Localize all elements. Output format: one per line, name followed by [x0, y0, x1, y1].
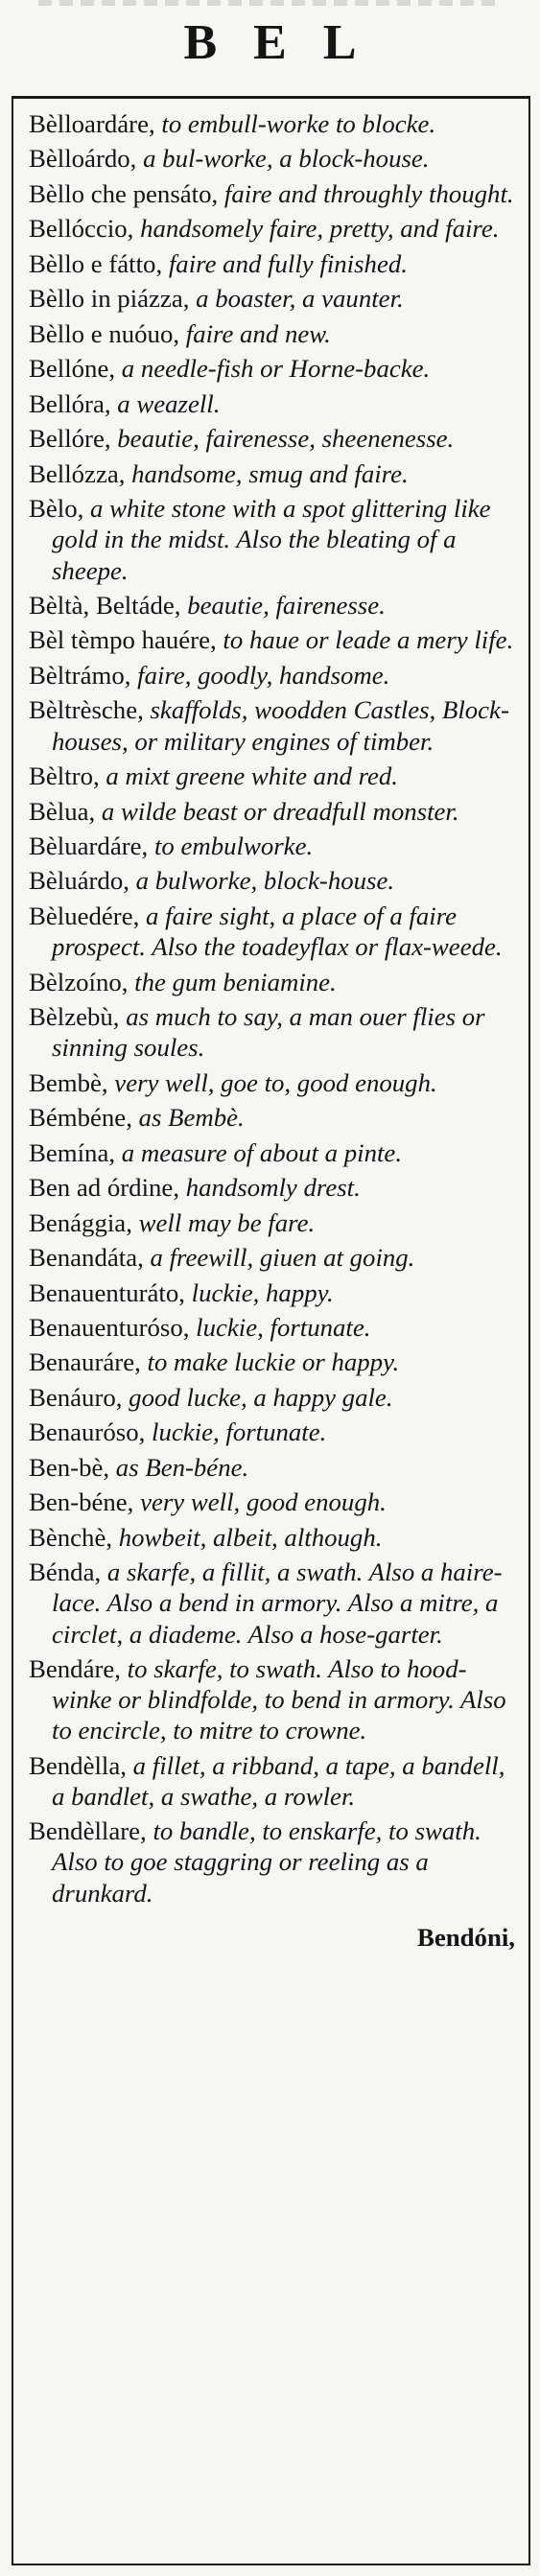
entry-definition: very well, good enough. — [133, 1487, 387, 1517]
dictionary-entry — [29, 1522, 515, 1553]
dictionary-entry — [29, 1417, 515, 1447]
entry-headword: Bendèllare, — [29, 1816, 147, 1846]
entry-headword: Benauróso, — [29, 1417, 146, 1447]
dictionary-entry — [29, 1653, 515, 1745]
dictionary-entry — [29, 1067, 515, 1098]
dictionary-entry — [29, 967, 515, 997]
entry-definition: as much to say, a man ouer flies or sinning soules. — [52, 1002, 485, 1063]
entry-definition: a faire sight, a place of a faire prospect. Also the toadeyflax or flax-weede. — [52, 901, 503, 962]
entry-headword: Bémbéne, — [29, 1103, 132, 1133]
entry-definition: a mixt greene white and red. — [99, 761, 399, 791]
entry-definition: as Ben-béne. — [109, 1452, 249, 1482]
entry-headword: Bèlloárdo, — [29, 144, 137, 174]
dictionary-entry — [29, 1001, 515, 1063]
dictionary-entry — [29, 865, 515, 896]
dictionary-entry — [29, 388, 515, 419]
dictionary-entry — [29, 1347, 515, 1377]
entry-headword: Bèllo e nuóuo, — [29, 318, 180, 348]
entry-definition: very well, goe to, good enough. — [107, 1067, 437, 1097]
entry-definition: to haue or leade a mery life. — [216, 625, 514, 655]
entry-headword: Bénda, — [29, 1557, 102, 1587]
dictionary-entry — [29, 283, 515, 314]
entry-headword: Ben ad órdine, — [29, 1173, 180, 1203]
entry-definition: the gum beniamine. — [128, 967, 337, 996]
dictionary-entry — [29, 1382, 515, 1413]
dictionary-entry — [29, 590, 515, 621]
entry-headword: Bèlua, — [29, 796, 96, 826]
dictionary-entry — [29, 761, 515, 791]
entry-definition: good lucke, a happy gale. — [122, 1382, 393, 1412]
entry-headword: Bèllo che pensáto, — [29, 178, 219, 208]
entry-definition: a wilde beast or dreadfull monster. — [95, 796, 459, 826]
page-title: BEL — [183, 15, 393, 70]
entry-definition: luckie, fortunate. — [145, 1417, 327, 1447]
entry-definition: a needle-fish or Horne-backe. — [115, 354, 431, 384]
dictionary-entry — [29, 831, 515, 861]
entry-headword: Bèltrámo, — [29, 660, 131, 690]
entry-definition: faire and throughly thought. — [218, 178, 514, 208]
entry-definition: howbeit, albeit, although. — [112, 1522, 383, 1552]
dictionary-entry — [29, 458, 515, 489]
entry-definition: a boaster, a vaunter. — [189, 284, 404, 314]
entry-list — [29, 108, 515, 1909]
entry-headword: Bèltà, Beltáde, — [29, 591, 181, 620]
entry-definition: to bandle, to enskarfe, to swath. Also to goe staggring or reeling as a drunkard. — [52, 1816, 481, 1908]
dictionary-entry — [29, 143, 515, 174]
entry-headword: Bèltrèsche, — [29, 695, 144, 725]
entry-definition: a skarfe, a fillit, a swath. Also a haire-lace. Also a bend in armory. Also a mitre, a circlet, a diademe. Also a hose-garter. — [52, 1557, 503, 1649]
entry-definition: faire and new. — [179, 318, 331, 348]
dictionary-entry — [29, 1312, 515, 1343]
entry-headword: Bellóra, — [29, 388, 111, 418]
dictionary-entry — [29, 901, 515, 962]
dictionary-entry — [29, 694, 515, 756]
entry-definition: as Bembè. — [131, 1103, 245, 1133]
entry-headword: Bèllo in piázza, — [29, 284, 190, 314]
entry-headword: Benággia, — [29, 1207, 132, 1237]
dictionary-entry — [29, 423, 515, 454]
entry-definition: a bul-worke, a block-house. — [136, 144, 430, 174]
dictionary-entry — [29, 493, 515, 585]
entry-definition: a freewill, giuen at going. — [143, 1243, 415, 1273]
entry-headword: Bellóccio, — [29, 214, 134, 244]
page-header — [0, 4, 540, 88]
entry-headword: Bendáre, — [29, 1654, 121, 1684]
dictionary-entry — [29, 1242, 515, 1273]
entry-definition: to embulworke. — [148, 831, 314, 860]
entry-definition: handsome, smug and faire. — [125, 458, 409, 488]
dictionary-entry — [29, 1102, 515, 1133]
entry-headword: Bendèlla, — [29, 1750, 127, 1780]
dictionary-entry — [29, 213, 515, 244]
entry-definition: a measure of about a pinte. — [115, 1137, 403, 1167]
entry-headword: Bèltro, — [29, 761, 100, 791]
dictionary-entry — [29, 1487, 515, 1517]
entry-headword: Benauenturáto, — [29, 1277, 185, 1307]
dictionary-entry — [29, 1557, 515, 1649]
entry-headword: Benandáta, — [29, 1243, 144, 1273]
dictionary-entry — [29, 1207, 515, 1238]
dictionary-entry — [29, 1750, 515, 1812]
entry-definition: well may be fare. — [131, 1207, 316, 1237]
dictionary-entry — [29, 796, 515, 827]
entry-headword: Bèlo, — [29, 494, 84, 524]
dictionary-entry — [29, 1452, 515, 1483]
entry-headword: Bembè, — [29, 1067, 108, 1097]
entry-definition: a bulworke, block-house. — [129, 866, 395, 896]
dictionary-entry — [29, 178, 515, 209]
dictionary-entry — [29, 353, 515, 384]
dictionary-entry — [29, 1137, 515, 1168]
entry-headword: Bemína, — [29, 1137, 116, 1167]
entry-definition: to embull-worke to blocke. — [154, 109, 436, 138]
entry-headword: Bèllo e fátto, — [29, 248, 163, 278]
dictionary-entry — [29, 660, 515, 691]
entry-definition: a white stone with a spot glittering like gold in the midst. Also the bleating of a sheepe. — [52, 494, 491, 585]
entry-headword: Bèluedére, — [29, 901, 140, 930]
dictionary-column — [12, 96, 530, 2565]
entry-definition: beautie, fairenesse, sheenenesse. — [110, 424, 455, 454]
entry-headword: Bellóre, — [29, 424, 111, 454]
dictionary-entry — [29, 1815, 515, 1908]
entry-headword: Bèl tèmpo hauére, — [29, 625, 217, 655]
entry-definition: beautie, fairenesse. — [180, 591, 386, 620]
dictionary-entry — [29, 108, 515, 139]
entry-definition: a weazell. — [110, 388, 221, 418]
dictionary-entry — [29, 248, 515, 279]
entry-definition: faire, goodly, handsome. — [130, 660, 390, 690]
entry-headword: Bèlzebù, — [29, 1002, 120, 1032]
entry-definition: handsomely faire, pretty, and faire. — [133, 214, 500, 244]
entry-headword: Bèlloardáre, — [29, 109, 155, 138]
dictionary-entry — [29, 1277, 515, 1308]
entry-definition: handsomly drest. — [179, 1173, 361, 1203]
entry-headword: Benauenturóso, — [29, 1313, 190, 1342]
entry-headword: Benáuro, — [29, 1382, 123, 1412]
dictionary-entry — [29, 624, 515, 655]
entry-definition: faire and fully finished. — [162, 248, 408, 278]
entry-definition: luckie, happy. — [184, 1277, 334, 1307]
entry-definition: a fillet, a ribband, a tape, a bandell, a bandlet, a swathe, a rowler. — [52, 1750, 505, 1811]
catchword: Bendóni, — [416, 1922, 515, 1952]
entry-headword: Bènchè, — [29, 1522, 113, 1552]
entry-headword: Ben-béne, — [29, 1487, 134, 1517]
entry-definition: to make luckie or happy. — [140, 1347, 400, 1377]
entry-definition: skaffolds, woodden Castles, Block-houses, or military engines of timber. — [52, 695, 509, 756]
entry-definition: luckie, fortunate. — [189, 1313, 371, 1342]
entry-headword: Bèluárdo, — [29, 866, 129, 896]
entry-headword: Bellózza, — [29, 458, 126, 488]
entry-headword: Ben-bè, — [29, 1452, 110, 1482]
dictionary-entry — [29, 318, 515, 349]
entry-definition: to skarfe, to swath. Also to hood-winke or blindfolde, to bend in armory. Also to encircle, to mitre to crowne. — [52, 1654, 506, 1745]
entry-headword: Bèlzoíno, — [29, 967, 129, 996]
dictionary-entry — [29, 1172, 515, 1203]
entry-headword: Benauráre, — [29, 1347, 141, 1377]
entry-headword: Bèluardáre, — [29, 831, 149, 860]
entry-headword: Bellóne, — [29, 354, 116, 384]
